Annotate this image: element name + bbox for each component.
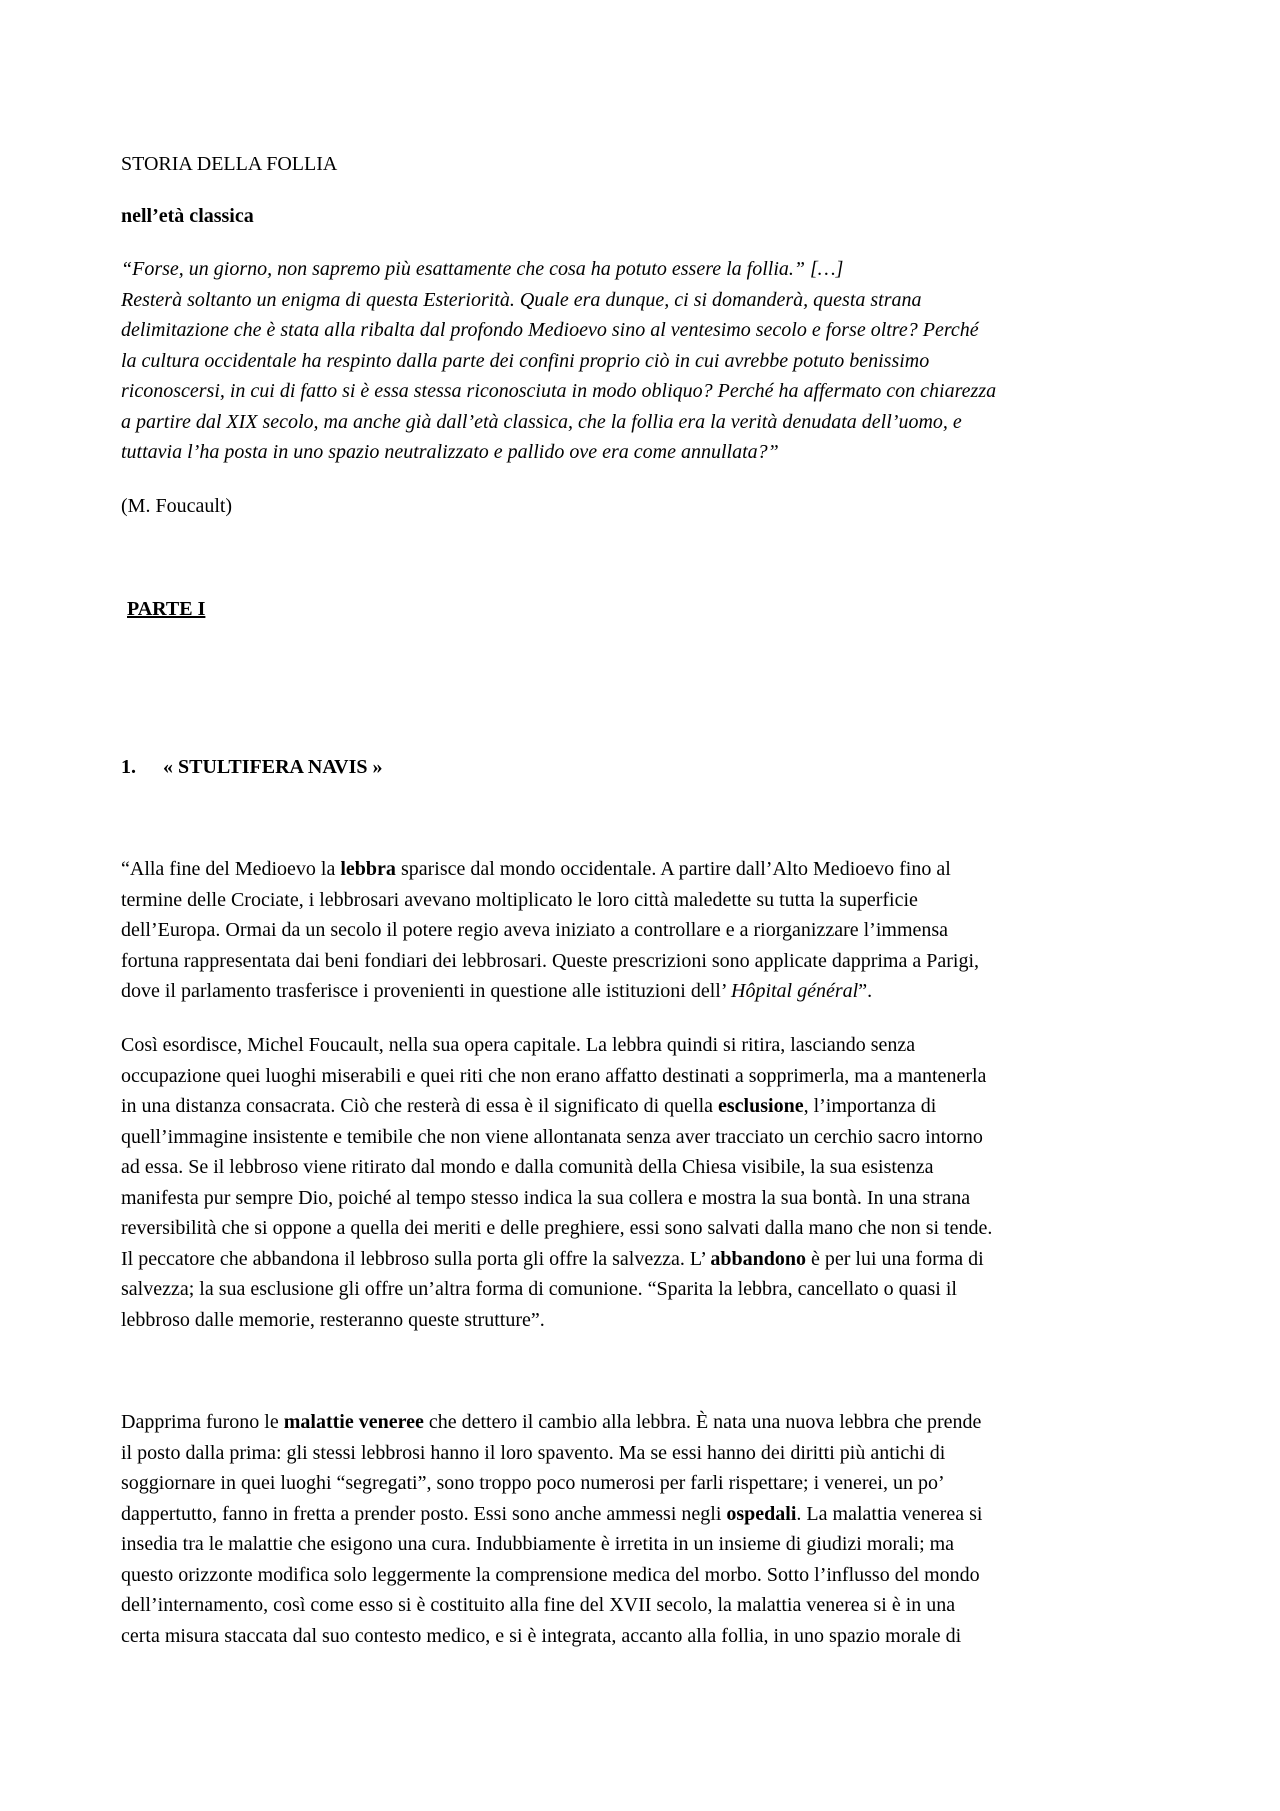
paragraph-3 [121,1407,1166,1651]
paragraph-line: questo orizzonte modifica solo leggermente la comprensione medica del morbo. Sotto l’influsso del mondo [121,1563,980,1586]
paragraph-line [121,1244,1166,1275]
paragraph-line: occupazione quei luoghi miserabili e quei riti che non erano affatto destinati a sopprimerla, ma a mantenerla [121,1064,987,1087]
paragraph-2 [121,1030,1166,1335]
paragraph-1 [121,854,1166,1007]
text-run: “Alla fine del Medioevo la [121,858,341,880]
text-run: dappertutto, fanno in fretta a prender posto. Essi sono anche ammessi negli [121,1502,727,1525]
text-run: Il peccatore che abbandona il lebbroso sulla porta gli offre la salvezza. L’ [121,1247,711,1270]
text-run: sparisce dal mondo occidentale. A partire dall’Alto Medioevo fino al [395,858,951,880]
paragraph-line: dell’Europa. Ormai da un secolo il potere regio aveva iniziato a controllare e a riorganizzare l’immensa [121,919,949,941]
text-run: , l’importanza di [803,1095,937,1117]
part-heading: PARTE I [127,598,206,620]
paragraph-line [121,1499,1166,1530]
document-subtitle: nell’età classica [121,205,254,227]
bold-term: esclusione [718,1095,804,1117]
paragraph-line: il posto dalla prima: gli stessi lebbrosi hanno il loro spavento. Ma se essi hanno dei diritti più antichi di [121,1441,946,1464]
text-run: dove il parlamento trasferisce i provenienti in questione alle istituzioni dell’ [121,980,731,1002]
paragraph-line [121,1091,1166,1122]
quote-line: delimitazione che è stata alla ribalta dal profondo Medioevo sino al ventesimo secolo e forse oltre? Perché [121,319,979,341]
text-run: . La malattia venerea si [796,1502,983,1525]
italic-term: Hôpital général [731,980,859,1002]
bold-term: abbandono [710,1247,807,1270]
paragraph-line: certa misura staccata dal suo contesto medico, e si è integrata, accanto alla follia, in uno spazio morale di [121,1624,962,1647]
quote-line: “Forse, un giorno, non sapremo più esattamente che cosa ha potuto essere la follia.” […] [121,258,844,280]
quote-line: tuttavia l’ha posta in uno spazio neutralizzato e pallido ove era come annullata?” [121,441,779,463]
bold-term: ospedali [726,1502,797,1525]
paragraph-line [121,1407,1166,1438]
paragraph-line: Così esordisce, Michel Foucault, nella sua opera capitale. La lebbra quindi si ritira, lasciando senza [121,1034,916,1056]
quote-author: (M. Foucault) [121,495,233,517]
document-title: STORIA DELLA FOLLIA [121,153,338,175]
section-heading [121,752,1166,782]
paragraph-line: manifesta pur sempre Dio, poiché al tempo stesso indica la sua collera e mostra la sua bontà. In una strana [121,1186,971,1209]
paragraph-line [121,854,1166,885]
paragraph-line: soggiornare in quei luoghi “segregati”, sono troppo poco numerosi per farli rispettare; i venerei, un po’ [121,1472,945,1494]
paragraph-line [121,976,1166,1007]
quote-line: a partire dal XIX secolo, ma anche già dall’età classica, che la follia era la verità denudata dell’uomo, e [121,410,962,433]
text-run: è per lui una forma di [806,1247,984,1270]
paragraph-line: dell’internamento, così come esso si è costituito alla fine del XVII secolo, la malattia venerea si è in una [121,1594,956,1616]
text-run: Dapprima furono le [121,1411,284,1433]
paragraph-line: insedia tra le malattie che esigono una cura. Indubbiamente è irretita in un insieme di giudizi morali; ma [121,1533,955,1555]
paragraph-line: salvezza; la sua esclusione gli offre un’altra forma di comunione. “Sparita la lebbra, cancellato o quasi il [121,1278,957,1300]
paragraph-line: reversibilità che si oppone a quella dei meriti e delle preghiere, essi sono salvati dalla mano che non si tende. [121,1217,993,1239]
bold-term: lebbra [340,858,396,880]
bold-term: malattie veneree [283,1411,424,1433]
text-run: in una distanza consacrata. Ciò che resterà di essa è il significato di quella [121,1095,719,1117]
section-title: « STULTIFERA NAVIS » [163,756,383,778]
foucault-quote [121,254,1166,468]
paragraph-line: fortuna rappresentata dai beni fondiari dei lebbrosari. Queste prescrizioni sono applicate dapprima a Parigi, [121,949,980,972]
text-run: che dettero il cambio alla lebbra. È nata una nuova lebbra che prende [423,1411,982,1433]
paragraph-line: termine delle Crociate, i lebbrosari avevano moltiplicato le loro città maledette su tutta la superficie [121,888,918,911]
quote-line: la cultura occidentale ha respinto dalla parte dei confini proprio ciò in cui avrebbe potuto benissimo [121,349,930,372]
paragraph-line: ad essa. Se il lebbroso viene ritirato dal mondo e dalla comunità della Chiesa visibile, la sua esistenza [121,1156,934,1178]
section-number: 1. [121,756,136,778]
quote-line: Resterà soltanto un enigma di questa Esteriorità. Quale era dunque, ci si domanderà, questa strana [121,288,922,311]
text-run: ”. [858,980,873,1002]
paragraph-line: quell’immagine insistente e temibile che non viene allontanata senza aver tracciato un cerchio sacro intorno [121,1125,983,1148]
quote-line: riconoscersi, in cui di fatto si è essa stessa riconosciuta in modo obliquo? Perché ha affermato con chiarezza [121,380,997,402]
paragraph-line: lebbroso dalle memorie, resteranno queste strutture”. [121,1308,545,1331]
